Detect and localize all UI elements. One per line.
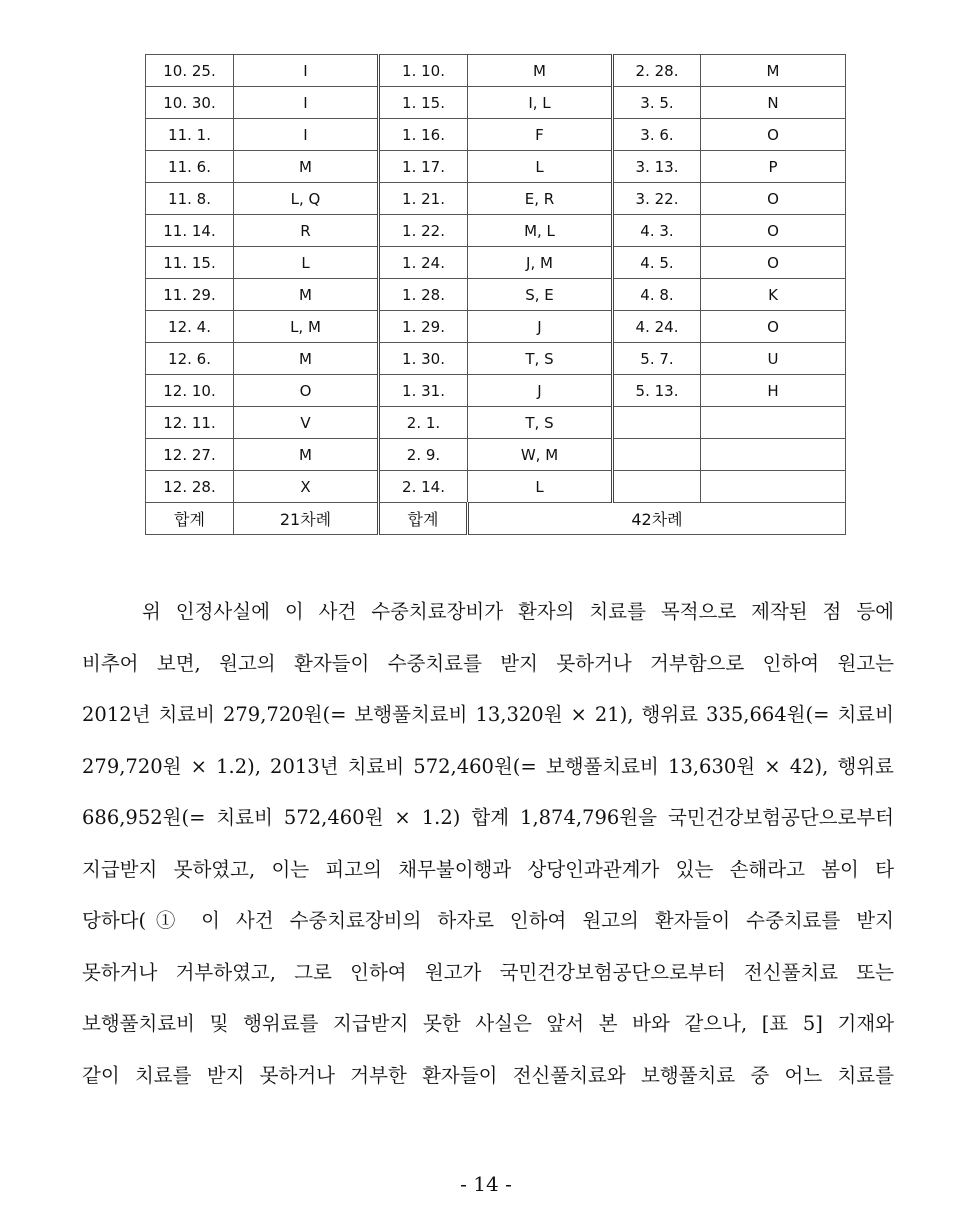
table-row <box>146 343 846 375</box>
paragraph-line: 686,952원(= 치료비 572,460원 × 1.2) 합계 1,874,796원을 국민건강보험공단으로부터 <box>82 806 894 829</box>
patient-cell: O <box>234 375 379 407</box>
table-row <box>146 215 846 247</box>
date-cell: 4. 3. <box>613 215 701 247</box>
patient-cell: E, R <box>468 183 613 215</box>
date-cell: 3. 13. <box>613 151 701 183</box>
patient-cell: L <box>468 471 613 503</box>
paragraph-line: 당하다(① 이 사건 수중치료장비의 하자로 인하여 원고의 환자들이 수중치료를 받지 <box>82 909 894 932</box>
date-cell: 1. 28. <box>379 279 468 311</box>
table-row <box>146 183 846 215</box>
total-label-2013: 합계 <box>379 503 468 535</box>
patient-cell: I <box>234 55 379 87</box>
patient-cell: X <box>234 471 379 503</box>
date-cell: 1. 10. <box>379 55 468 87</box>
patient-cell: L <box>234 247 379 279</box>
table-row <box>146 151 846 183</box>
total-count-2013: 42차례 <box>468 503 846 535</box>
patient-cell <box>701 471 846 503</box>
patient-cell: F <box>468 119 613 151</box>
paragraph-line: 못하거나 거부하였고, 그로 인하여 원고가 국민건강보험공단으로부터 전신풀치료 또는 <box>82 960 894 984</box>
table-row <box>146 375 846 407</box>
patient-cell: I, L <box>468 87 613 119</box>
patient-cell: W, M <box>468 439 613 471</box>
paragraph-line: 같이 치료를 받지 못하거나 거부한 환자들이 전신풀치료와 보행풀치료 중 어느 치료를 <box>82 1063 894 1087</box>
patient-cell: S, E <box>468 279 613 311</box>
date-cell: 1. 31. <box>379 375 468 407</box>
date-cell: 11. 8. <box>146 183 234 215</box>
patient-cell: M, L <box>468 215 613 247</box>
paragraph-line: 위 인정사실에 이 사건 수중치료장비가 환자의 치료를 목적으로 제작된 점 등에 <box>142 600 894 623</box>
patient-cell: M <box>234 439 379 471</box>
paragraph-line: 2012년 치료비 279,720원(= 보행풀치료비 13,320원 × 21), 행위료 335,664원(= 치료비 <box>82 703 894 726</box>
patient-cell: O <box>701 247 846 279</box>
date-cell: 1. 29. <box>379 311 468 343</box>
patient-cell: O <box>701 183 846 215</box>
patient-cell: J, M <box>468 247 613 279</box>
date-cell: 3. 22. <box>613 183 701 215</box>
patient-cell: I <box>234 119 379 151</box>
date-cell: 11. 29. <box>146 279 234 311</box>
date-cell: 11. 6. <box>146 151 234 183</box>
date-cell: 11. 1. <box>146 119 234 151</box>
table-row <box>146 55 846 87</box>
table-row <box>146 87 846 119</box>
patient-cell: I <box>234 87 379 119</box>
patient-cell: T, S <box>468 343 613 375</box>
date-cell: 12. 10. <box>146 375 234 407</box>
table-row <box>146 279 846 311</box>
date-cell: 1. 24. <box>379 247 468 279</box>
patient-cell: U <box>701 343 846 375</box>
date-cell: 12. 11. <box>146 407 234 439</box>
paragraph-line: 보행풀치료비 및 행위료를 지급받지 못한 사실은 앞서 본 바와 같으나, [표 5] 기재와 <box>82 1012 894 1035</box>
table-row <box>146 439 846 471</box>
table-row <box>146 471 846 503</box>
table-row <box>146 119 846 151</box>
date-cell: 12. 27. <box>146 439 234 471</box>
date-cell: 1. 15. <box>379 87 468 119</box>
date-cell: 5. 7. <box>613 343 701 375</box>
patient-cell: J <box>468 375 613 407</box>
patient-cell: M <box>234 343 379 375</box>
patient-cell: O <box>701 119 846 151</box>
table-total-row <box>146 503 846 535</box>
patient-cell: P <box>701 151 846 183</box>
patient-cell: O <box>701 215 846 247</box>
date-cell: 4. 24. <box>613 311 701 343</box>
patient-cell: K <box>701 279 846 311</box>
patient-cell <box>701 407 846 439</box>
total-label-2012: 합계 <box>146 503 234 535</box>
patient-cell: M <box>468 55 613 87</box>
total-count-2012: 21차례 <box>234 503 379 535</box>
table-row <box>146 311 846 343</box>
treatment-refusal-table <box>145 54 846 535</box>
patient-cell: M <box>234 151 379 183</box>
date-cell: 11. 15. <box>146 247 234 279</box>
date-cell: 1. 17. <box>379 151 468 183</box>
paragraph-line: 279,720원 × 1.2), 2013년 치료비 572,460원(= 보행풀치료비 13,630원 × 42), 행위료 <box>82 754 894 778</box>
page-number: - 14 - <box>460 1172 512 1196</box>
patient-cell: O <box>701 311 846 343</box>
paragraph-line: 지급받지 못하였고, 이는 피고의 채무불이행과 상당인과관계가 있는 손해라고 봄이 타 <box>82 857 894 881</box>
date-cell: 12. 4. <box>146 311 234 343</box>
date-cell <box>613 407 701 439</box>
patient-cell: H <box>701 375 846 407</box>
patient-cell: N <box>701 87 846 119</box>
patient-cell <box>701 439 846 471</box>
date-cell: 11. 14. <box>146 215 234 247</box>
table-row <box>146 407 846 439</box>
date-cell: 3. 6. <box>613 119 701 151</box>
date-cell: 2. 9. <box>379 439 468 471</box>
patient-cell: L, M <box>234 311 379 343</box>
patient-cell: R <box>234 215 379 247</box>
date-cell: 2. 1. <box>379 407 468 439</box>
date-cell: 1. 22. <box>379 215 468 247</box>
date-cell: 1. 30. <box>379 343 468 375</box>
patient-cell: M <box>701 55 846 87</box>
date-cell: 1. 21. <box>379 183 468 215</box>
paragraph-line: 비추어 보면, 원고의 환자들이 수중치료를 받지 못하거나 거부함으로 인하여 원고는 <box>82 651 894 675</box>
date-cell: 12. 28. <box>146 471 234 503</box>
date-cell: 5. 13. <box>613 375 701 407</box>
date-cell <box>613 439 701 471</box>
patient-cell: J <box>468 311 613 343</box>
date-cell: 12. 6. <box>146 343 234 375</box>
date-cell: 2. 14. <box>379 471 468 503</box>
patient-cell: V <box>234 407 379 439</box>
patient-cell: L, Q <box>234 183 379 215</box>
date-cell: 2. 28. <box>613 55 701 87</box>
date-cell: 4. 5. <box>613 247 701 279</box>
date-cell: 10. 25. <box>146 55 234 87</box>
patient-cell: T, S <box>468 407 613 439</box>
date-cell: 10. 30. <box>146 87 234 119</box>
patient-cell: M <box>234 279 379 311</box>
date-cell: 3. 5. <box>613 87 701 119</box>
date-cell: 4. 8. <box>613 279 701 311</box>
patient-cell: L <box>468 151 613 183</box>
date-cell <box>613 471 701 503</box>
date-cell: 1. 16. <box>379 119 468 151</box>
table-row <box>146 247 846 279</box>
body-paragraph <box>82 586 894 1101</box>
